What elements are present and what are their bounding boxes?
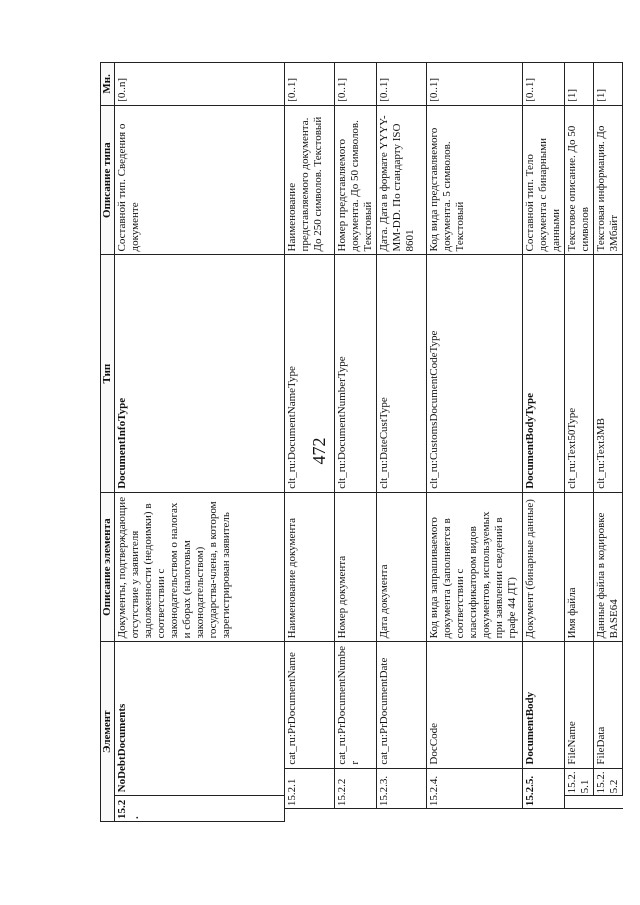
- row-number: 15.2.5.: [523, 768, 565, 809]
- type-name: clt_ru:CustomsDocumentCodeType: [427, 255, 523, 492]
- element-name: DocCode: [427, 642, 523, 768]
- element-description: Документ (бинарные данные): [523, 492, 565, 642]
- element-name: cat_ru:PrDocumentName: [285, 642, 335, 768]
- indent-cell: [594, 796, 623, 809]
- type-description: Текстовая информация. До 3Мбайт: [594, 105, 623, 255]
- multiplicity: [0..1]: [427, 63, 523, 106]
- type-name: clt_ru:DocumentNameType: [285, 255, 335, 492]
- header-element-description: Описание элемента: [101, 492, 115, 642]
- table-row: [335, 63, 377, 822]
- table-row: [115, 63, 285, 822]
- element-description: Дата документа: [377, 492, 427, 642]
- row-number: 15.2.3.: [377, 768, 427, 809]
- element-description: Номер документа: [335, 492, 377, 642]
- indent-cell: [594, 809, 623, 822]
- type-description: Составной тип. Сведения о документе: [115, 105, 285, 255]
- type-name: clt_ru:Text50Type: [565, 255, 594, 492]
- multiplicity: [1]: [565, 63, 594, 106]
- table-row: [427, 63, 523, 822]
- type-name: clt_ru:Text3MB: [594, 255, 623, 492]
- type-description: Текстовое описание. До 50 символов: [565, 105, 594, 255]
- row-number: 15.2.: [115, 796, 285, 822]
- element-name: cat_ru:PrDocumentDate: [377, 642, 427, 768]
- type-name: DocumentBodyType: [523, 255, 565, 492]
- element-description: Данные файла в кодировке BASE64: [594, 492, 623, 642]
- multiplicity: [0..1]: [523, 63, 565, 106]
- row-number: 15.2.1: [285, 768, 335, 809]
- indent-cell: [565, 796, 594, 809]
- indent-cell: [427, 809, 523, 822]
- table-row: [565, 63, 594, 822]
- multiplicity: [0..n]: [115, 63, 285, 106]
- table-row: [285, 63, 335, 822]
- type-name: DocumentInfoType: [115, 255, 285, 492]
- page-number: 472: [309, 437, 329, 465]
- indent-cell: [335, 809, 377, 822]
- row-number: 15.2.5.2: [594, 768, 623, 796]
- schema-table: [100, 62, 623, 822]
- type-description: Наименование представляемого документа. До 250 символов. Текстовый: [285, 105, 335, 255]
- element-name: FileName: [565, 642, 594, 768]
- indent-cell: [523, 809, 565, 822]
- type-description: Дата. Дата в формате YYYY-MM-DD. По стандарту ISO 8601: [377, 105, 427, 255]
- element-description: Документы, подтверждающие отсутствие у заявителя задолженности (недоимки) в соответствии с законодательством о налогах и сборах (налоговым законодательством) государства-члена, в котором зарегистрирован заявитель: [115, 492, 285, 642]
- type-description: Составной тип. Тело документа с бинарными данными: [523, 105, 565, 255]
- table-header-row: [101, 63, 115, 822]
- element-description: Наименование документа: [285, 492, 335, 642]
- indent-cell: [285, 809, 335, 822]
- indent-cell: [565, 809, 594, 822]
- header-multiplicity: Мн.: [101, 63, 115, 106]
- indent-cell: [377, 809, 427, 822]
- element-name: FileData: [594, 642, 623, 768]
- multiplicity: [0..1]: [377, 63, 427, 106]
- type-description: Номер представляемого документа. До 50 символов. Текстовый: [335, 105, 377, 255]
- row-number: 15.2.4.: [427, 768, 523, 809]
- multiplicity: [1]: [594, 63, 623, 106]
- table-row: [594, 63, 623, 822]
- element-name: DocumentBody: [523, 642, 565, 768]
- multiplicity: [0..1]: [335, 63, 377, 106]
- type-description: Код вида представляемого документа. 5 символов. Текстовый: [427, 105, 523, 255]
- element-name: cat_ru:PrDocumentNumber: [335, 642, 377, 768]
- row-number: 15.2.5.1: [565, 768, 594, 796]
- header-type: Тип: [101, 255, 115, 492]
- row-number: 15.2.2: [335, 768, 377, 809]
- table-row: [523, 63, 565, 822]
- header-element: Элемент: [101, 642, 115, 822]
- type-name: clt_ru:DateCustType: [377, 255, 427, 492]
- type-name: clt_ru:DocumentNumberType: [335, 255, 377, 492]
- element-name: NoDebtDocuments: [115, 642, 285, 796]
- header-type-description: Описание типа: [101, 105, 115, 255]
- table-row: [377, 63, 427, 822]
- element-description: Имя файла: [565, 492, 594, 642]
- element-description: Код вида запрашиваемого документа (заполняется в соответствии с классификатором видов документов, используемых при заявлении сведений в графе 44 ДТ): [427, 492, 523, 642]
- rotated-table-container: [100, 62, 620, 822]
- multiplicity: [0..1]: [285, 63, 335, 106]
